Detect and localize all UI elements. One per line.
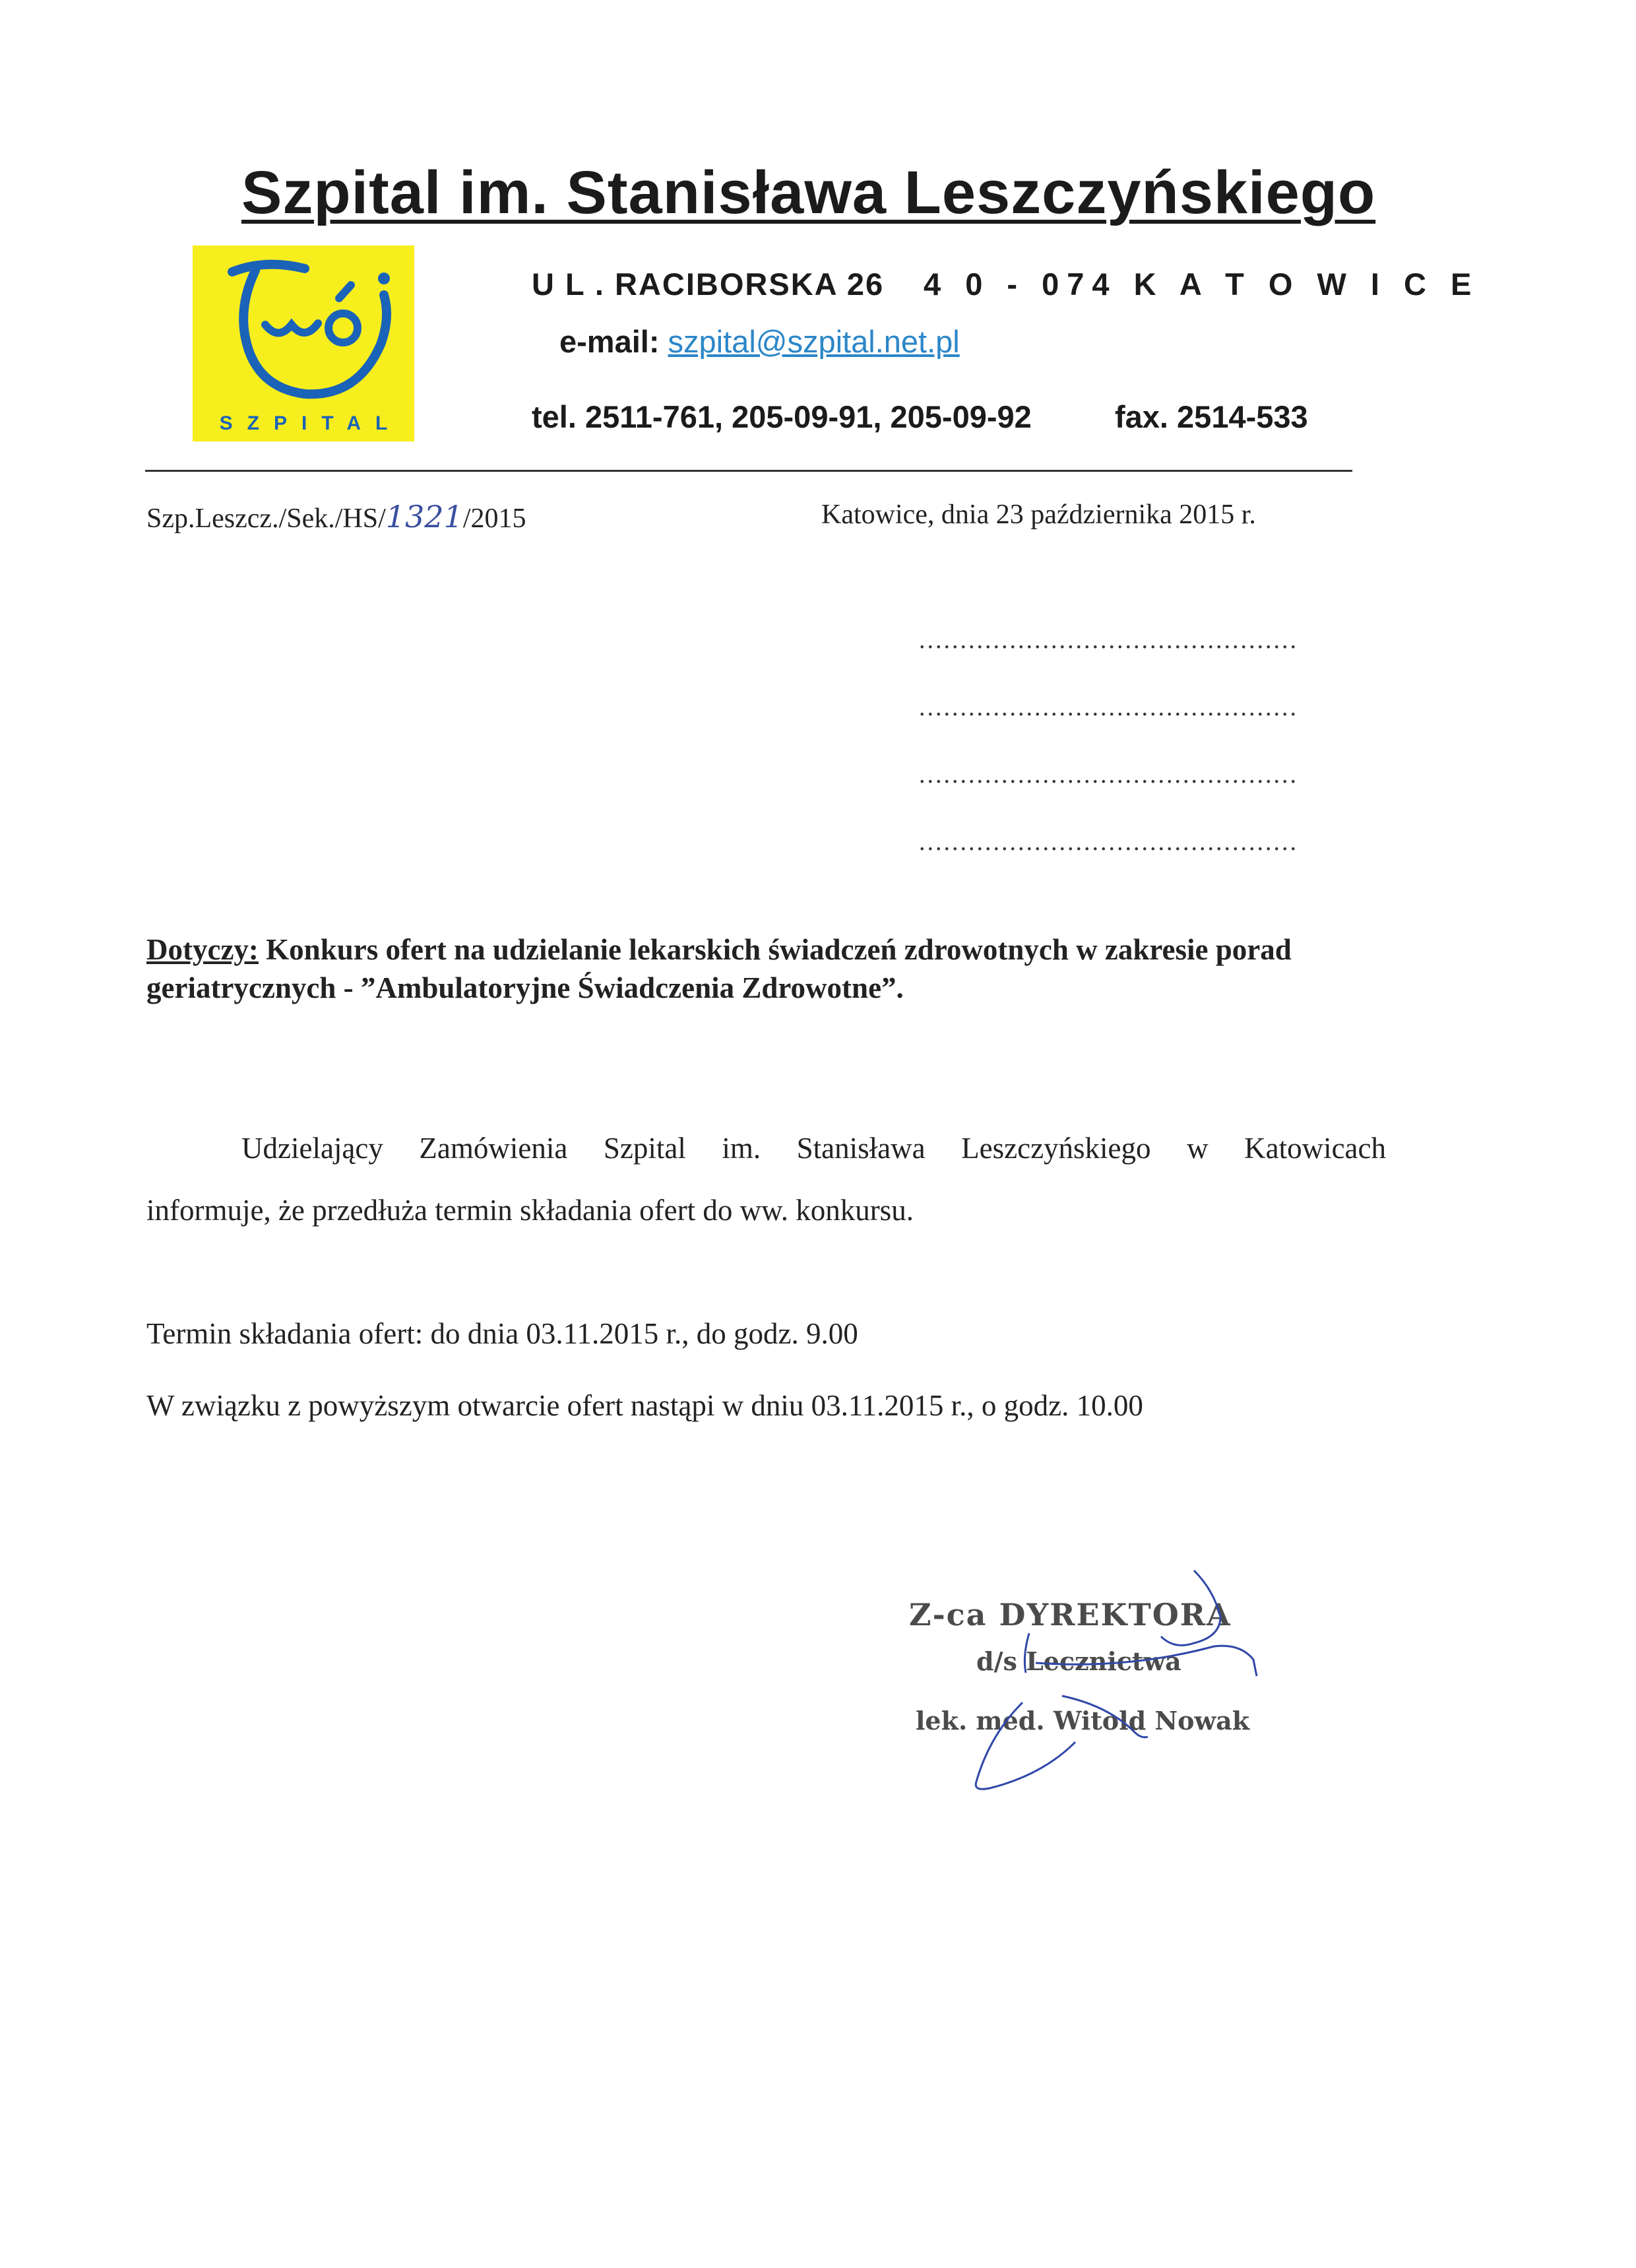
postal-city: 4 0 - 074 K A T O W I C E [924, 267, 1480, 302]
recipient-line: .............................................. [919, 828, 1298, 856]
email-label: e-mail: [559, 324, 668, 359]
email-line [559, 323, 960, 360]
opening-date: W związku z powyższym otwarcie ofert nastąpi w dniu 03.11.2015 r., o godz. 10.00 [146, 1389, 1143, 1422]
body-line-2: informuje, że przedłuża termin składania ofert do ww. konkursu. [146, 1194, 914, 1227]
logo-caption: SZPITAL [219, 412, 402, 434]
phone-numbers: tel. 2511-761, 205-09-91, 205-09-92 [532, 399, 1032, 434]
email-link[interactable]: szpital@szpital.net.pl [668, 324, 960, 359]
recipient-line: .............................................. [919, 761, 1298, 789]
stamp-department: d/s Lecznictwa [976, 1646, 1181, 1676]
subject-label: Dotyczy: [146, 933, 259, 966]
hospital-logo [193, 245, 414, 441]
reference-prefix: Szp.Leszcz./Sek./HS/ [146, 503, 386, 534]
date-line: Katowice, dnia 23 października 2015 r. [821, 500, 1256, 530]
submission-deadline: Termin składania ofert: do dnia 03.11.2015 r., do godz. 9.00 [146, 1317, 858, 1350]
fax-number: fax. 2514-533 [1115, 399, 1308, 434]
subject [146, 930, 1393, 1007]
header-divider [145, 470, 1352, 472]
recipient-line: .............................................. [919, 694, 1298, 721]
reference-suffix: /2015 [462, 503, 526, 534]
stamp-title: Z-ca DYREKTORA [909, 1597, 1232, 1633]
reference-handwritten-number: 1321 [385, 499, 463, 535]
reference-number [146, 499, 526, 535]
subject-text: Konkurs ofert na udzielanie lekarskich świadczeń zdrowotnych w zakresie porad geriatrycznych - ”Ambulatoryjne Świadczenia Zdrowotne”. [146, 933, 1292, 1004]
street-address: U L . RACIBORSKA 26 [532, 267, 885, 302]
hospital-name: Szpital im. Stanisława Leszczyńskiego [241, 159, 1376, 226]
body-line-1: Udzielający Zamówienia Szpital im. Stanisława Leszczyńskiego w Katowicach [241, 1132, 1386, 1165]
stamp-name: lek. med. Witold Nowak [916, 1706, 1250, 1735]
handwritten-signature-icon [910, 1564, 1280, 1808]
recipient-line: .............................................. [919, 626, 1298, 654]
